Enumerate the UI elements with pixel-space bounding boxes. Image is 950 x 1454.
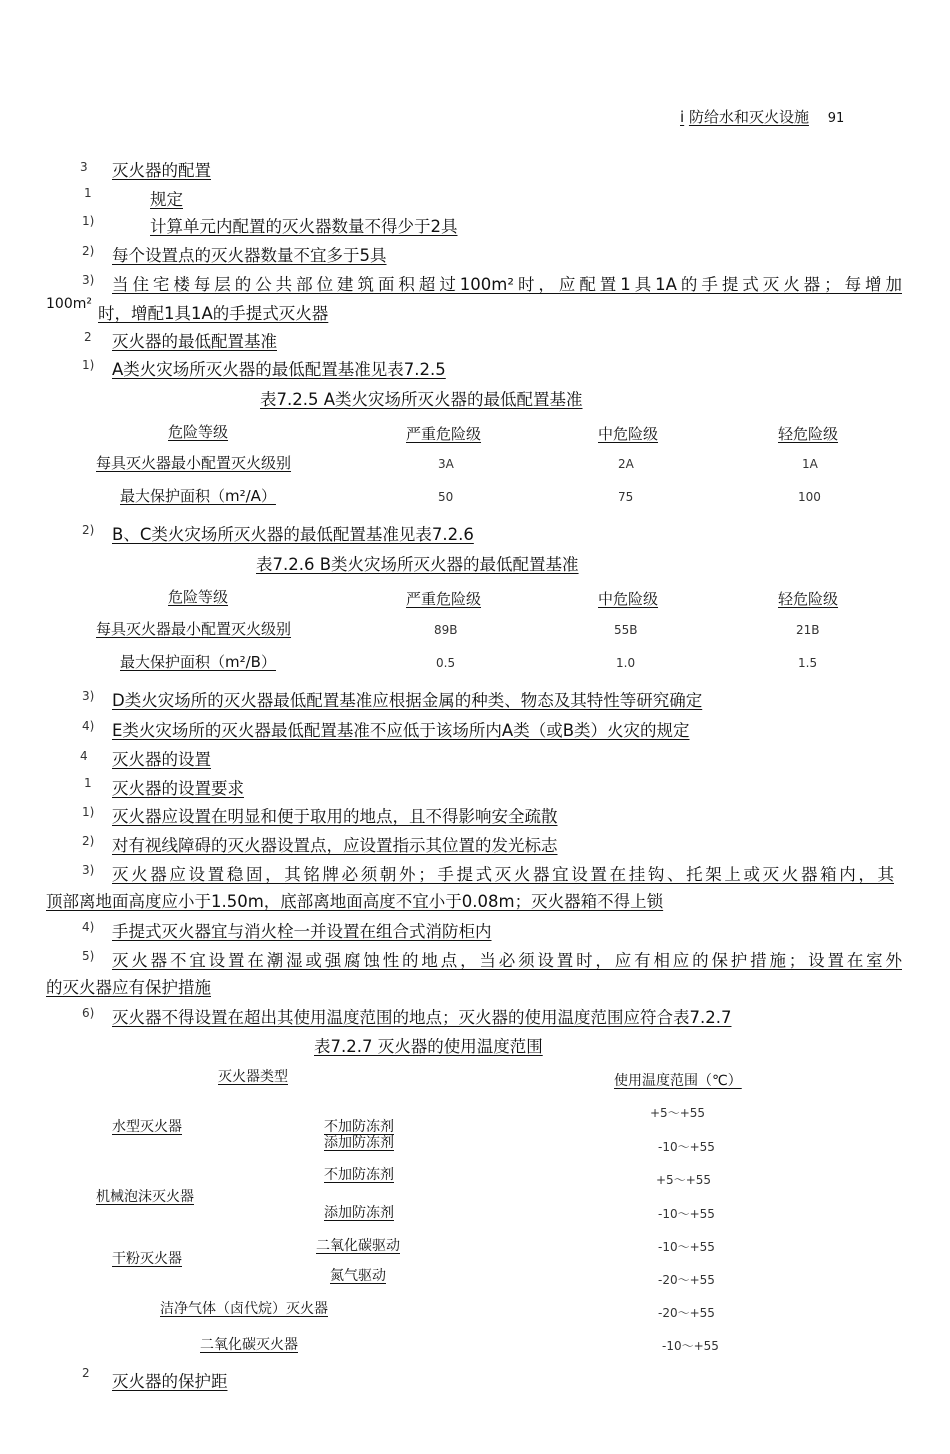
table-a-header-level: 危险等级 xyxy=(168,423,229,441)
table-c-powder-sub1: 二氧化碳驱动 xyxy=(316,1238,400,1254)
table-b-row1-severe: 89B xyxy=(434,623,458,637)
table-c-foam-range1: +5～+55 xyxy=(656,1173,712,1187)
table-a-header-medium: 中危险级 xyxy=(598,425,659,443)
rule-1-text: 计算单元内配置的灭火器数量不得少于2具 xyxy=(150,217,458,236)
basis-4-text: E类火灾场所的灭火器最低配置基准不应低于该场所内A类（或B类）火灾的规定 xyxy=(112,721,690,740)
rule-3-cont-prefix: 100m² xyxy=(46,296,92,312)
basis-3-text: D类火灾场所的灭火器最低配置基准应根据金属的种类、物态及其特性等研究确定 xyxy=(112,691,703,710)
table-c-header-range: 使用温度范围（℃） xyxy=(614,1073,742,1089)
table-a-row2-light: 100 xyxy=(798,490,821,504)
table-c-water: 水型灭火器 xyxy=(112,1119,182,1135)
header-mark: i xyxy=(680,108,685,126)
table-c-water-sub1: 不加防冻剂 xyxy=(324,1119,394,1135)
basis-a-text: A类火灾场所灭火器的最低配置基准见表7.2.5 xyxy=(112,360,446,379)
section-config-title: 灭火器的配置 xyxy=(112,161,211,180)
table-c-water-range1: +5～+55 xyxy=(650,1106,706,1120)
table-b-row2-label: 最大保护面积（m²/B） xyxy=(120,653,276,671)
table-c-foam-range2: -10～+55 xyxy=(658,1207,715,1221)
setup-4-text: 手提式灭火器宜与消火栓一并设置在组合式消防柜内 xyxy=(112,922,492,941)
table-a-row2-severe: 50 xyxy=(438,490,454,504)
table-c-foam-sub2: 添加防冻剂 xyxy=(324,1205,394,1221)
table-c-powder-range1: -10～+55 xyxy=(658,1240,715,1254)
rules-heading-no: 1 xyxy=(84,186,92,200)
basis-a-no: 1) xyxy=(82,358,95,372)
section-setup-title: 灭火器的设置 xyxy=(112,750,211,769)
table-b-header-severe: 严重危险级 xyxy=(406,590,482,608)
setup-1-no: 1) xyxy=(82,805,95,819)
table-a-header-light: 轻危险级 xyxy=(778,425,839,443)
table-b-row2-medium: 1.0 xyxy=(616,656,636,670)
footer-item-text: 灭火器的保护距 xyxy=(112,1372,228,1391)
setup-1-text: 灭火器应设置在明显和便于取用的地点，且不得影响安全疏散 xyxy=(112,807,558,826)
table-c-co2: 二氧化碳灭火器 xyxy=(200,1337,298,1353)
basis-4-no: 4) xyxy=(82,719,95,733)
rule-3-cont: 时，增配1具1A的手提式灭火器 xyxy=(98,304,329,323)
basis-b-no: 2) xyxy=(82,523,95,537)
table-c-clean-agent: 洁净气体（卤代烷）灭火器 xyxy=(160,1301,328,1317)
basis-heading-no: 2 xyxy=(84,330,92,344)
setup-3-text: 灭火器应设置稳固，其铭牌必须朝外；手提式灭火器宜设置在挂钩、托架上或灭火器箱内，其 xyxy=(112,865,894,884)
table-c-co2-range: -10～+55 xyxy=(662,1339,719,1353)
table-b-header-light: 轻危险级 xyxy=(778,590,839,608)
section-config-number: 3 xyxy=(80,160,88,174)
table-b-header-medium: 中危险级 xyxy=(598,590,659,608)
rule-2-no: 2) xyxy=(82,244,95,258)
table-b-row2-severe: 0.5 xyxy=(436,656,456,670)
setup-2-text: 对有视线障碍的灭火器设置点，应设置指示其位置的发光标志 xyxy=(112,836,558,855)
table-a-header-severe: 严重危险级 xyxy=(406,425,482,443)
setup-3-cont: 顶部离地面高度应小于1.50m，底部离地面高度不宜小于0.08m；灭火器箱不得上锁 xyxy=(46,892,664,911)
table-b-row1-medium: 55B xyxy=(614,623,638,637)
table-b-header-level: 危险等级 xyxy=(168,588,229,606)
setup-2-no: 2) xyxy=(82,834,95,848)
table-c-foam: 机械泡沫灭火器 xyxy=(96,1189,194,1205)
rule-1-no: 1) xyxy=(82,214,95,228)
basis-heading: 灭火器的最低配置基准 xyxy=(112,332,277,351)
table-b-row1-label: 每具灭火器最小配置灭火级别 xyxy=(96,620,292,638)
page-number: 91 xyxy=(827,111,845,126)
table-a-row2-medium: 75 xyxy=(618,490,634,504)
setup-5-no: 5) xyxy=(82,949,95,963)
header-title: 防给水和灭火设施 xyxy=(688,108,809,126)
rule-3-text: 当住宅楼每层的公共部位建筑面积超过100m²时，应配置1具1A的手提式灭火器；每增加 xyxy=(112,275,902,294)
table-c-water-sub2: 添加防冻剂 xyxy=(324,1135,394,1151)
req-heading-no: 1 xyxy=(84,776,92,790)
table-a-row2-label: 最大保护面积（m²/A） xyxy=(120,487,276,505)
footer-item-no: 2 xyxy=(82,1366,90,1380)
running-header xyxy=(680,106,844,127)
setup-3-no: 3) xyxy=(82,863,95,877)
table-a-caption: 表7.2.5 A类火灾场所灭火器的最低配置基准 xyxy=(260,390,583,409)
table-c-powder-range2: -20～+55 xyxy=(658,1273,715,1287)
table-c-clean-agent-range: -20～+55 xyxy=(658,1306,715,1320)
table-a-row1-severe: 3A xyxy=(438,457,454,471)
setup-6-text: 灭火器不得设置在超出其使用温度范围的地点；灭火器的使用温度范围应符合表7.2.7 xyxy=(112,1008,732,1027)
table-c-water-range2: -10～+55 xyxy=(658,1140,715,1154)
table-c-caption: 表7.2.7 灭火器的使用温度范围 xyxy=(314,1037,543,1056)
table-c-powder-sub2: 氮气驱动 xyxy=(330,1268,386,1284)
rules-heading: 规定 xyxy=(150,190,183,209)
setup-4-no: 4) xyxy=(82,920,95,934)
req-heading: 灭火器的设置要求 xyxy=(112,779,244,798)
table-a-row1-medium: 2A xyxy=(618,457,634,471)
setup-5-cont: 的灭火器应有保护措施 xyxy=(46,978,211,997)
table-b-row2-light: 1.5 xyxy=(798,656,818,670)
table-c-powder: 干粉灭火器 xyxy=(112,1251,182,1267)
basis-b-text: B、C类火灾场所灭火器的最低配置基准见表7.2.6 xyxy=(112,525,474,544)
table-c-header-type: 灭火器类型 xyxy=(218,1069,288,1085)
table-c-foam-sub1: 不加防冻剂 xyxy=(324,1167,394,1183)
basis-3-no: 3) xyxy=(82,689,95,703)
table-a-row1-label: 每具灭火器最小配置灭火级别 xyxy=(96,454,292,472)
setup-5-text: 灭火器不宜设置在潮湿或强腐蚀性的地点，当必须设置时，应有相应的保护措施；设置在室外 xyxy=(112,951,902,970)
table-b-row1-light: 21B xyxy=(796,623,820,637)
table-a-row1-light: 1A xyxy=(802,457,818,471)
section-setup-number: 4 xyxy=(80,749,88,763)
table-b-caption: 表7.2.6 B类火灾场所灭火器的最低配置基准 xyxy=(256,555,579,574)
rule-3-no: 3) xyxy=(82,273,95,287)
rule-2-text: 每个设置点的灭火器数量不宜多于5具 xyxy=(112,246,387,265)
setup-6-no: 6) xyxy=(82,1006,95,1020)
